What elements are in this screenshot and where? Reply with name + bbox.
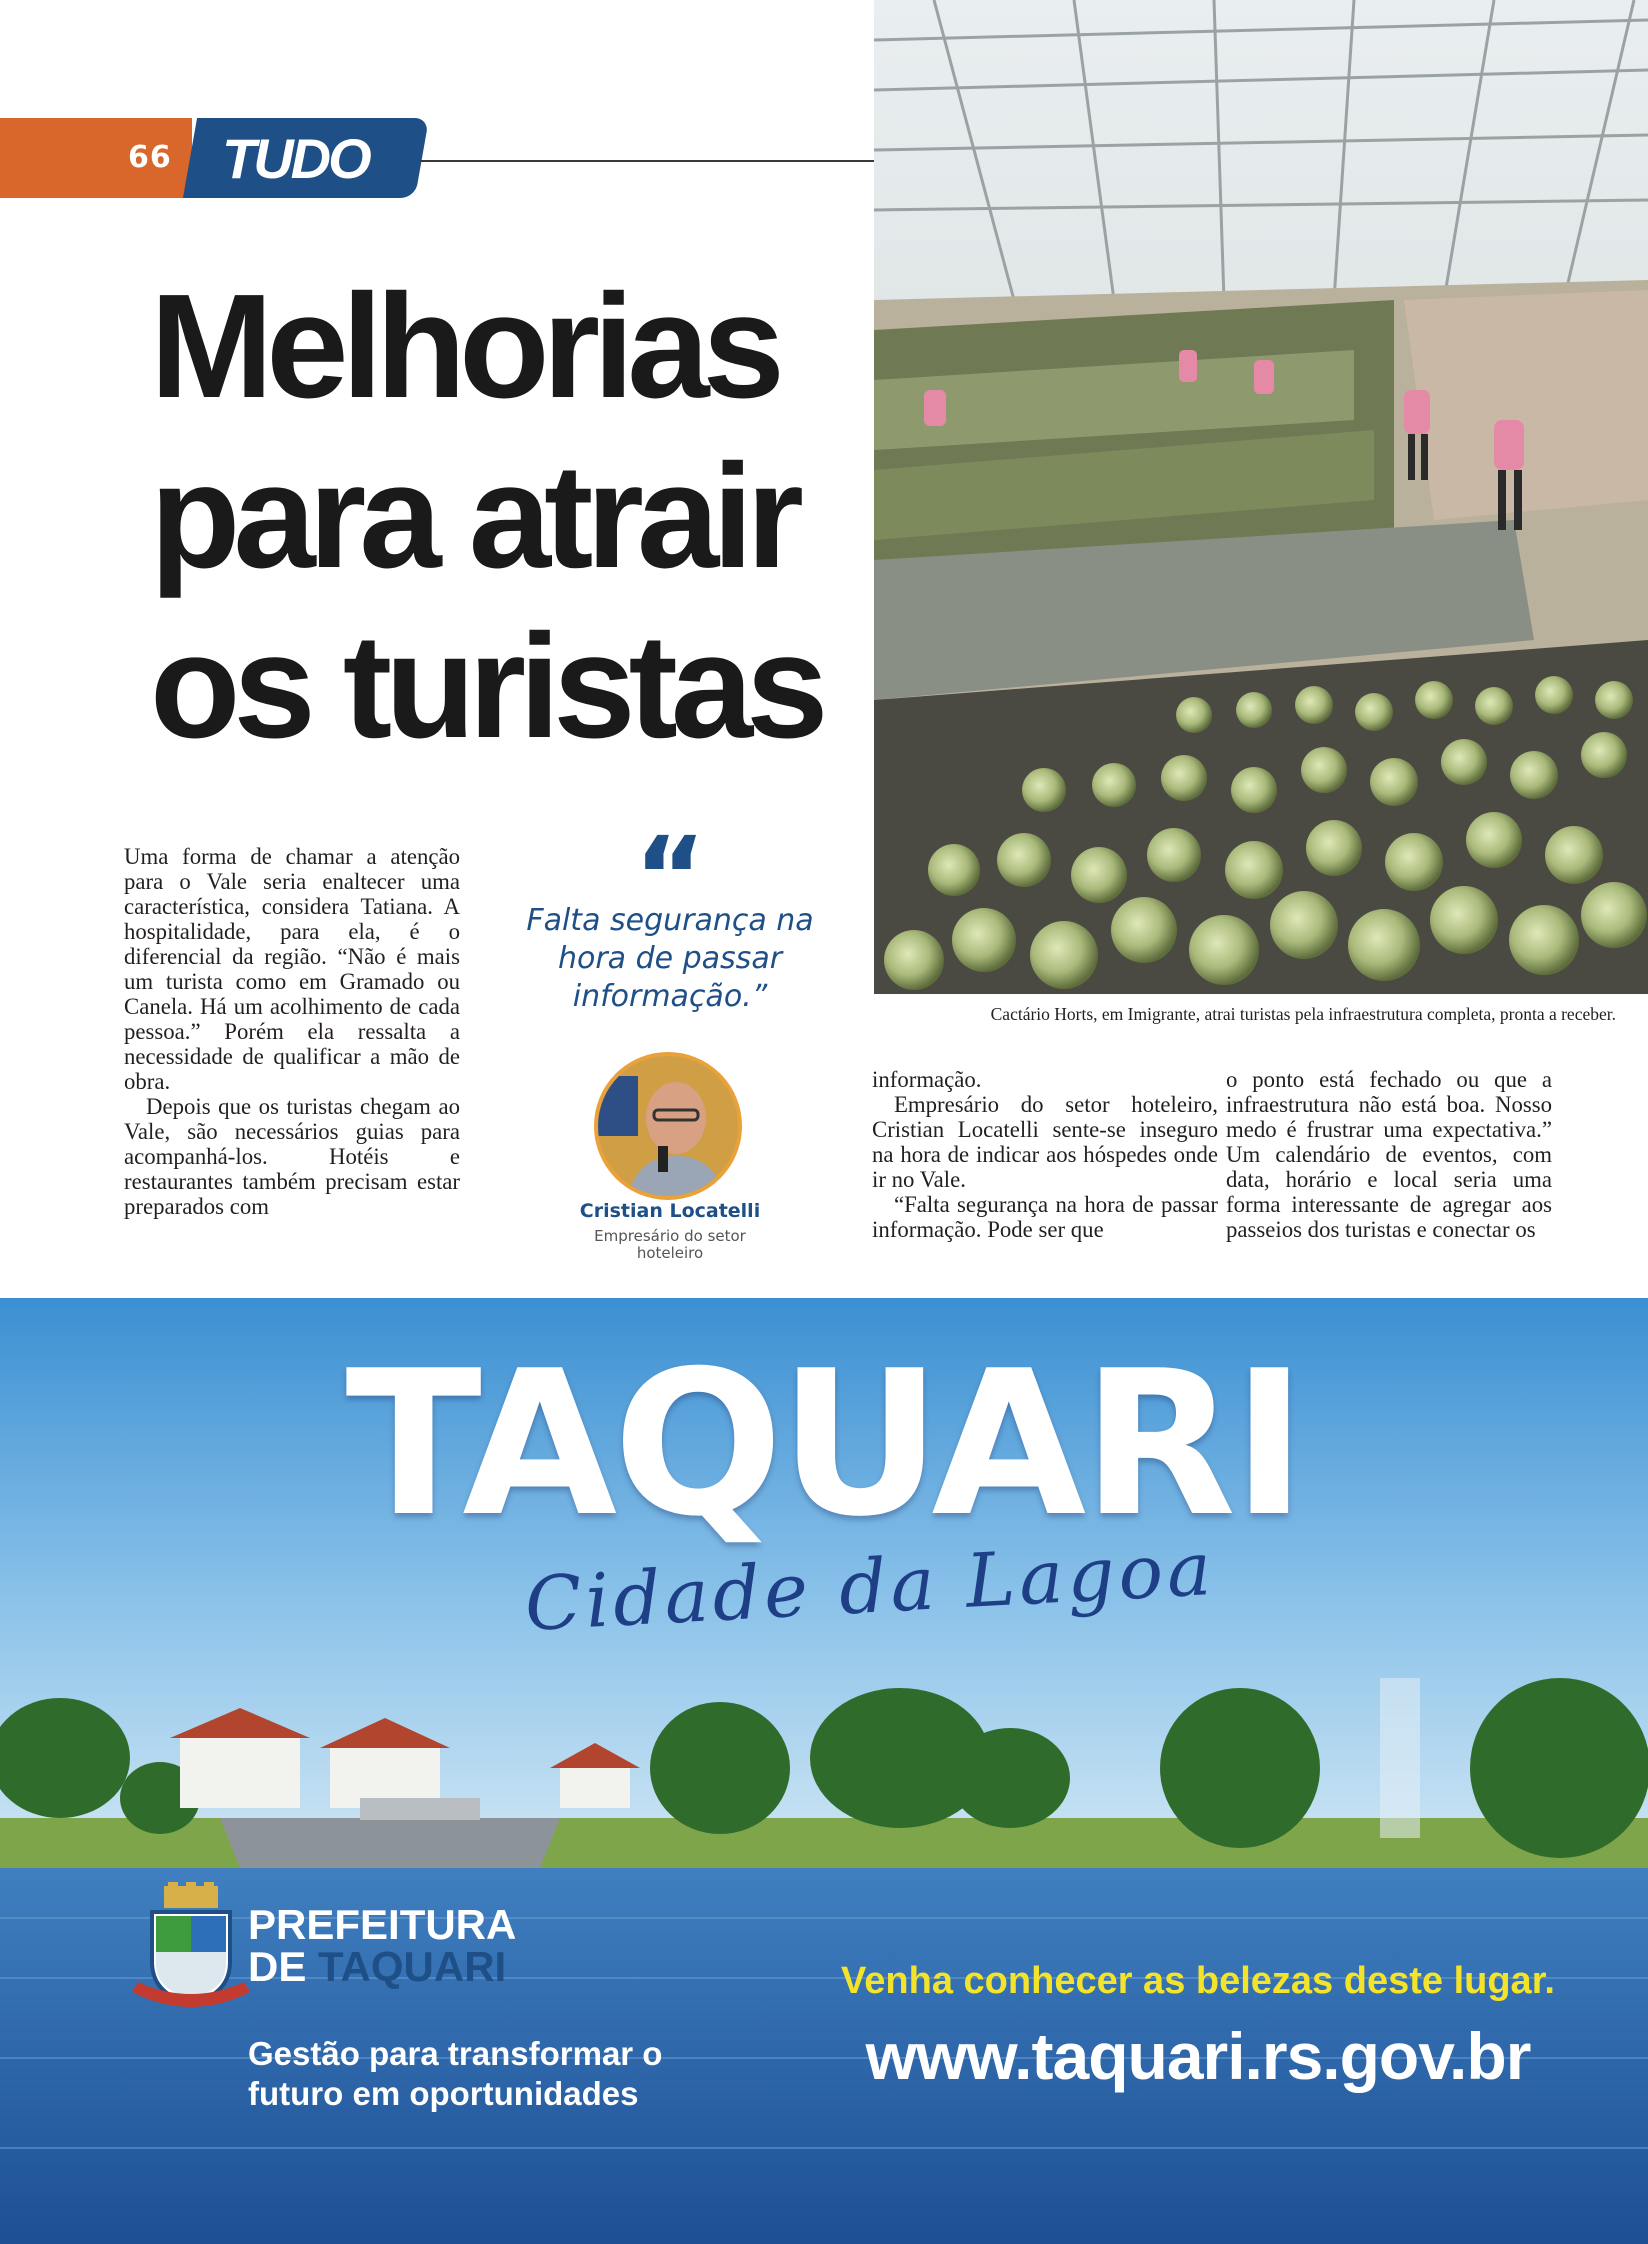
body-column-3	[872, 1067, 1218, 1242]
photo-caption: Cactário Horts, em Imigrante, atrai turistas pela infraestrutura completa, pronta a receber.	[990, 1004, 1616, 1024]
person-role: Empresário do setor hoteleiro	[594, 1227, 746, 1262]
greenhouse-illustration	[874, 0, 1648, 994]
quote-mark-icon: “	[633, 813, 707, 941]
paragraph: o ponto está fechado ou que a infraestrutura não está boa. Nosso medo é frustrar uma expectativa.” Um calendário de eventos, com data, horário e local seria uma forma interessante de agregar aos passeios dos turistas e conectar os	[1226, 1067, 1552, 1242]
body-column-1	[124, 844, 460, 1219]
taquari-advertisement	[0, 1298, 1648, 2244]
prefeitura-motto: Gestão para transformar o futuro em oportunidades	[248, 2035, 663, 2112]
pull-quote-text: Falta segurança na hora de passar informação.”	[526, 903, 814, 1014]
ad-website-link[interactable]: www.taquari.rs.gov.br	[865, 2019, 1531, 2093]
page-number: 66	[128, 140, 172, 175]
headline	[150, 262, 850, 772]
ad-call-to-action: Venha conhecer as belezas deste lugar.	[841, 1960, 1555, 2002]
headline-line: Melhorias	[150, 264, 778, 429]
greenhouse-photo	[874, 0, 1648, 994]
ad-title: TAQUARI	[345, 1328, 1303, 1561]
header-rule	[420, 160, 876, 162]
prefeitura-name	[248, 1943, 507, 1990]
paragraph: “Falta segurança na hora de passar informação. Pode ser que	[872, 1192, 1218, 1242]
ad-subtitle: Cidade da Lagoa	[522, 1525, 1218, 1649]
prefeitura-label: PREFEITURA	[248, 1901, 517, 1948]
prefeitura-prefix: DE	[248, 1943, 319, 1990]
headline-line: para atrair	[150, 434, 797, 599]
headline-line: os turistas	[150, 604, 822, 769]
coat-of-arms-icon	[126, 1882, 256, 2014]
paragraph: Depois que os turistas chegam ao Vale, são necessários guias para acompanhá-los. Hotéis e restaurantes também precisam estar preparados com	[124, 1094, 460, 1219]
body-column-4	[1226, 1067, 1552, 1242]
avatar	[594, 1052, 742, 1200]
paragraph: Empresário do setor hoteleiro, Cristian Locatelli sente-se inseguro na hora de indicar aos hóspedes onde ir no Vale.	[872, 1092, 1218, 1192]
paragraph: informação.	[872, 1067, 982, 1092]
person-portrait-icon	[598, 1056, 738, 1196]
section-label: TUDO	[222, 127, 369, 190]
paragraph: Uma forma de chamar a atenção para o Vale seria enaltecer uma característica, considera Tatiana. A hospitalidade, para ela, é o diferencial da região. “Não é mais um turista como em Gramado ou Canela. Há um acolhimento de cada pessoa.” Porém ela ressalta a necessidade de qualificar a mão de obra.	[124, 844, 460, 1094]
person-name: Cristian Locatelli	[579, 1200, 761, 1222]
prefeitura-city: TAQUARI	[318, 1943, 507, 1990]
